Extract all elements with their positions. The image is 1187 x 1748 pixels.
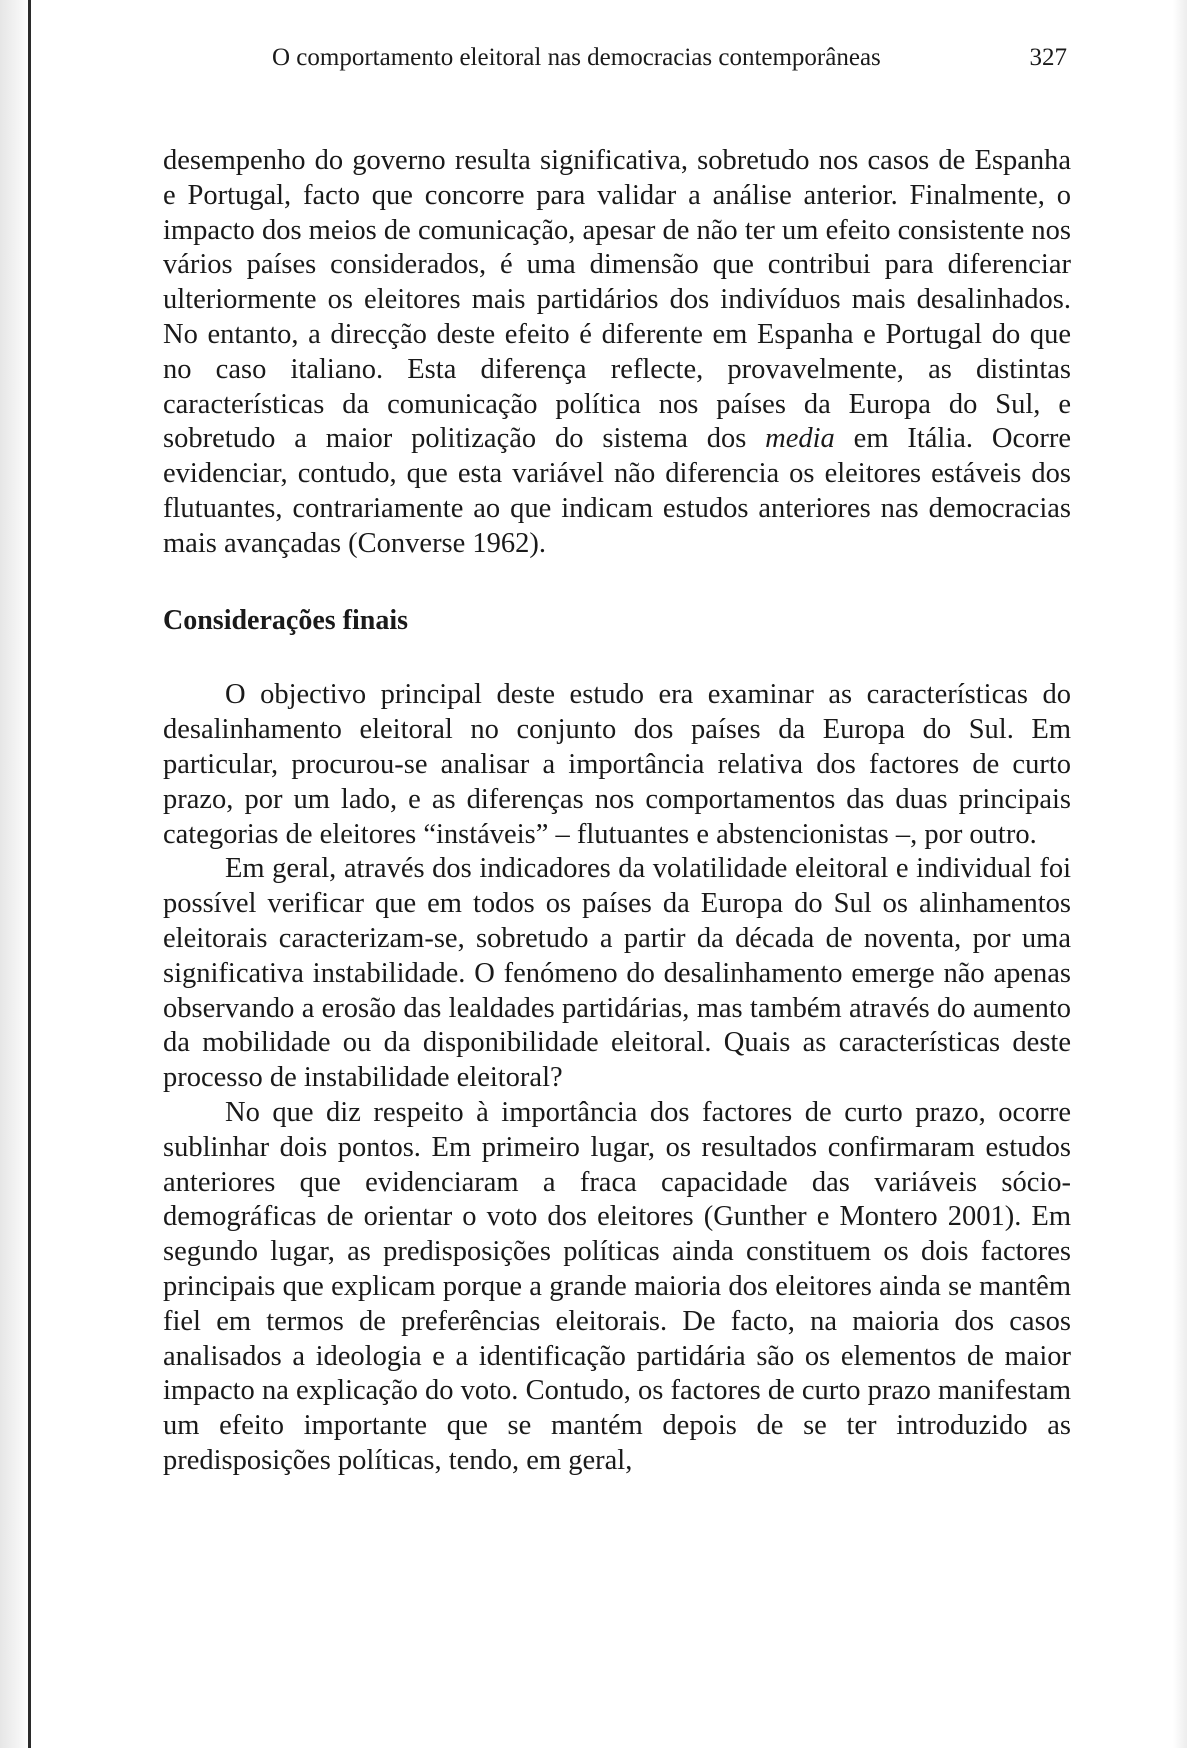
paragraph-text: em Itália. Ocorre evidenciar, contudo, que esta variável não diferencia os eleitores estáveis dos flutuantes, contrariamente ao que indicam estudos anteriores nas democracias mais avançadas (Converse 1962).: [163, 423, 1071, 559]
section-heading: Considerações finais: [163, 604, 408, 636]
page-binding-shadow: [0, 0, 30, 1748]
page-right-edge-shadow: [1173, 0, 1187, 1748]
paragraph-text: desempenho do governo resulta significativa, sobretudo nos casos de Espanha e Portugal, facto que concorre para validar a análise anterior. Finalmente, o impacto dos meios de comunicação, apesar de não ter um efeito consistente nos vários países considerados, é uma dimensão que contribui para diferenciar ulteriormente os eleitores mais partidários dos indivíduos mais desalinhados. No entanto, a direcção deste efeito é diferente em Espanha e Portugal do que no caso italiano. Esta diferença reflecte, provavelmente, as distintas características da comunicação política nos países da Europa do Sul, e sobretudo a maior politização do sistema dos: [163, 145, 1071, 455]
main-text: [163, 144, 1071, 1479]
page-binding-edge-line: [28, 0, 31, 1748]
paragraph-continued: [163, 144, 1071, 562]
paragraph: Em geral, através dos indicadores da volatilidade eleitoral e individual foi possível verificar que em todos os países da Europa do Sul os alinhamentos eleitorais caracterizam-se, sobretudo a partir da década de noventa, por uma significativa instabilidade. O fenómeno do desalinhamento emerge não apenas observando a erosão das lealdades partidárias, mas também através do aumento da mobilidade ou da disponibilidade eleitoral. Quais as características deste processo de instabilidade eleitoral?: [163, 853, 1071, 1094]
running-title: O comportamento eleitoral nas democracias contemporâneas: [272, 44, 881, 71]
italic-term: media: [765, 423, 835, 455]
running-header: [272, 44, 1072, 80]
paragraph: O objectivo principal deste estudo era examinar as características do desalinhamento eleitoral no conjunto dos países da Europa do Sul. Em particular, procurou-se analisar a importância relativa dos factores de curto prazo, por um lado, e as diferenças nos comportamentos das duas principais categorias de eleitores “instáveis” – flutuantes e abstencionistas –, por outro.: [163, 679, 1071, 850]
paragraph: No que diz respeito à importância dos factores de curto prazo, ocorre sublinhar dois pontos. Em primeiro lugar, os resultados confirmaram estudos anteriores que evidenciaram a fraca capacidade das variáveis sócio-demográficas de orientar o voto dos eleitores (Gunther e Montero 2001). Em segundo lugar, as predisposições políticas ainda constituem os dois factores principais que explicam porque a grande maioria dos eleitores ainda se mantêm fiel em termos de preferências eleitorais. De facto, na maioria dos casos analisados a ideologia e a identificação partidária são os elementos de maior impacto na explicação do voto. Contudo, os factores de curto prazo manifestam um efeito importante que se mantém depois de se ter introduzido as predisposições políticas, tendo, em geral,: [163, 1096, 1071, 1476]
page-number: 327: [1029, 44, 1067, 71]
